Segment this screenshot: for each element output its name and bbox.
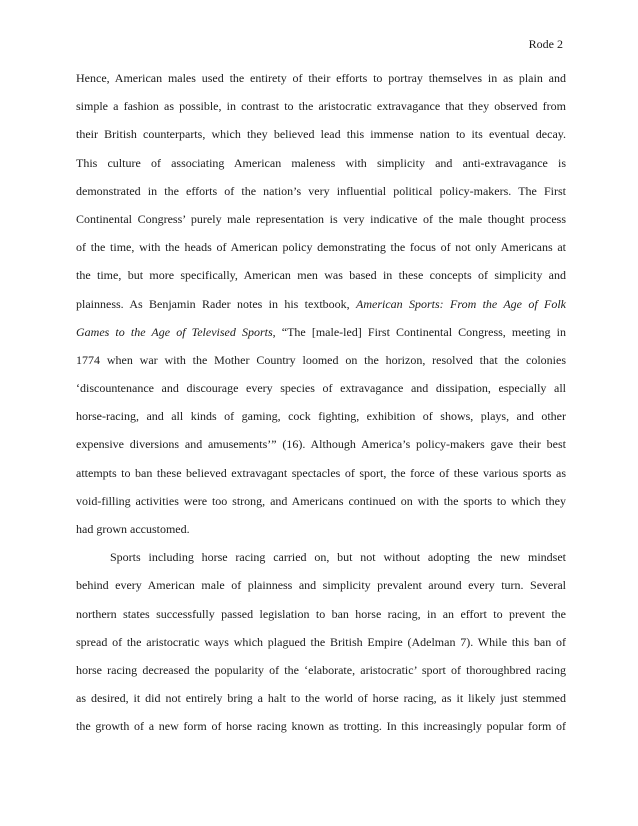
text-line: northern states successfully passed legislation to ban horse racing, in an effort to prevent the xyxy=(76,606,566,621)
text-line: demonstrated in the efforts of the nation’s very influential political policy-makers. The First xyxy=(76,183,566,198)
text-line xyxy=(76,296,566,324)
text-line: simple a fashion as possible, in contrast to the aristocratic extravagance that they observed from xyxy=(76,99,566,114)
text-line: This culture of associating American maleness with simplicity and anti-extravagance is xyxy=(76,155,566,170)
text-line: ‘discountenance and discourage every species of extravagance and dissipation, especially all xyxy=(76,381,566,396)
text-segment: , “The [male-led] First Continental Congress, meeting in xyxy=(272,324,567,339)
text-line: horse-racing, and all kinds of gaming, cock fighting, exhibition of shows, plays, and other xyxy=(76,409,566,424)
text-line: their British counterparts, which they believed lead this immense nation to its eventual decay. xyxy=(76,127,566,142)
text-line: Sports including horse racing carried on, but not without adopting the new mindset xyxy=(110,550,566,565)
text-line: behind every American male of plainness and simplicity prevalent around every turn. Several xyxy=(76,578,566,593)
text-segment: plainness. As Benjamin Rader notes in his textbook, xyxy=(76,296,357,311)
text-line: horse racing decreased the popularity of the ‘elaborate, aristocratic’ sport of thoroughbred racing xyxy=(76,662,566,677)
text-line: Hence, American males used the entirety of their efforts to portray themselves in as plain and xyxy=(76,71,566,85)
text-line: the growth of a new form of horse racing known as trotting. In this increasingly popular form of xyxy=(76,719,566,734)
text-line: Continental Congress’ purely male representation is very indicative of the male thought process xyxy=(76,211,566,226)
text-line: expensive diversions and amusements’” (16). Although America’s policy-makers gave their best xyxy=(76,437,566,452)
text-line: as desired, it did not entirely bring a halt to the world of horse racing, as it likely just stemmed xyxy=(76,691,566,706)
text-line: void-filling activities were too strong, and Americans continued on with the sports to which they xyxy=(76,493,566,508)
text-line: 1774 when war with the Mother Country loomed on the horizon, resolved that the colonies xyxy=(76,352,566,367)
book-title: American Sports: From the Age of Folk xyxy=(356,296,567,311)
text-line: spread of the aristocratic ways which plagued the British Empire (Adelman 7). While this ban of xyxy=(76,634,566,649)
text-line: had grown accustomed. xyxy=(76,522,190,536)
text-line: attempts to ban these believed extravagant spectacles of sport, the force of these various sports as xyxy=(76,465,566,480)
text-line: of the time, with the heads of American policy demonstrating the focus of not only Americans at xyxy=(76,240,566,255)
book-title: Games to the Age of Televised Sports xyxy=(76,324,273,339)
text-line xyxy=(76,324,566,352)
text-line: the time, but more specifically, American men was based in these concepts of simplicity and xyxy=(76,268,566,283)
essay-body xyxy=(76,70,566,747)
running-head: Rode 2 xyxy=(528,37,563,51)
